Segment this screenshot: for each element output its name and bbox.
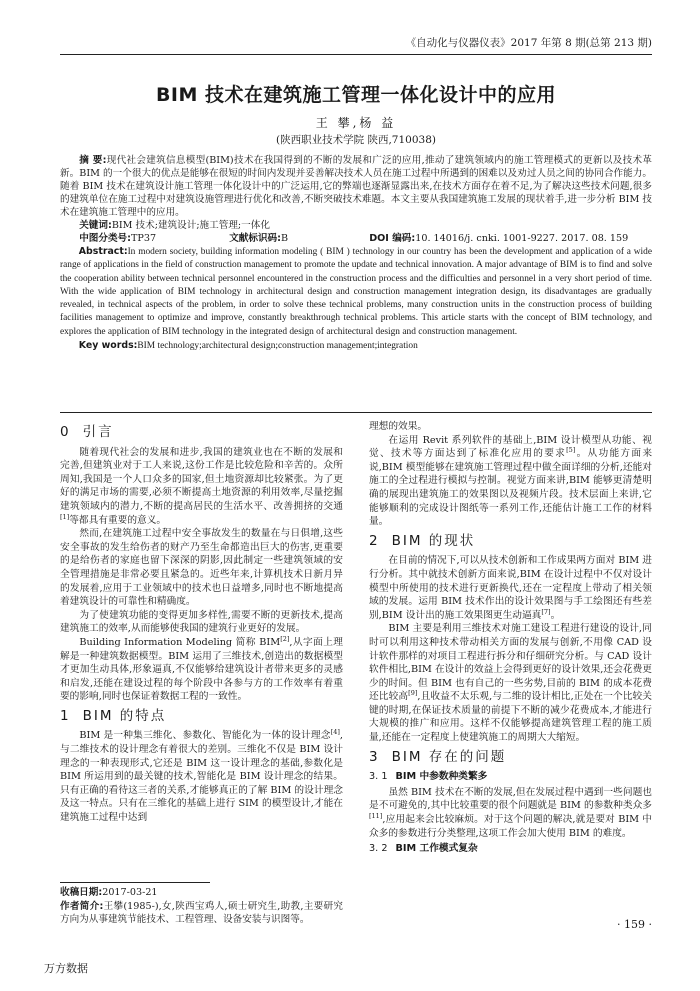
- paragraph-text: ,应用起来会比较麻烦。对于这个问题的解决,就是要对 BIM 中众多的参数进行分类整理,这项工作会加大使用 BIM 的难度。: [369, 814, 652, 839]
- citation-ref: [1]: [60, 512, 70, 521]
- author-affiliation: (陕西职业技术学院 陕西,710038): [276, 134, 436, 146]
- abstract-block: [60, 154, 652, 353]
- subsection-title: BIM 中参数种类繁多: [395, 771, 488, 783]
- keywords-text: BIM 技术;建筑设计;施工管理;一体化: [111, 220, 270, 231]
- doi-value: 10. 14016/j. cnki. 1001-9227. 2017. 08. 159: [415, 233, 629, 244]
- english-keywords: [60, 339, 652, 353]
- received-label: 收稿日期:: [60, 887, 103, 898]
- citation-ref: [4]: [330, 728, 340, 737]
- subsection-title: BIM 工作模式复杂: [395, 843, 478, 855]
- paragraph-text: ,从字面上理解是一种建筑数据模型。BIM 运用了三维技术,创造出的数据模型才更加生动具体,形象逼真,不仅能够给建筑设计者带来更多的灵感和启发,还能在建设过程的每个阶段中各参与方的工作效率有着重要的影响,同时也保证着数据工程的一致性。: [60, 636, 343, 703]
- abstract-text: 现代社会建筑信息模型(BIM)技术在我国得到的不断的发展和广泛的应用,推动了建筑领域内的施工管理模式的更新以及技术革新。BIM 的一个很大的优点是能够在很短的时间内发现并妥善解决技术人员在施工过程中所遇到的困难以及劝过人员之间的协同合作能力。随着 BIM 技术在建筑设计施工管理一体化设计中的广泛运用,它的弊端也逐渐显露出来,在技术方面存在着不足,为了解决这些技术问题,很多的建筑单位在施工过程中对建筑设施管理进行优化和改善,不断突破技术难题。本文主要从我国建筑施工发展的现状着手,进一步分析 BIM 技术在建筑施工管理中的应用。: [60, 155, 652, 218]
- english-abstract: [60, 245, 652, 339]
- doc-code-value: B: [281, 233, 289, 244]
- right-column: [369, 420, 652, 858]
- author-bio: [60, 900, 343, 927]
- section-heading-2: [369, 532, 652, 549]
- paragraph-text: 随着现代社会的发展和进步,我国的建筑业也在不断的发展和完善,但建筑业对于工人来说,这份工作是比较危险和辛苦的。众所周知,我国是一个人口众多的国家,但土地资源却比较紧张。为了更好的满足市场的需要,必须不断提高土地资源的利用效率,尽量挖掘建筑领域内的潜力,不断的提高居民的生活水平、改善拥挤的交通: [60, 446, 343, 512]
- paragraph-text: 。从功能方面来说,BIM 模型能够在建筑施工管理过程中做全面详细的分析,还能对施工的全过程进行模拟与控制。视觉方面来讲,BIM 能够更清楚明确的展现出建筑施工的效果图以及视频片段。技术层面上来讲,它能够顺利的完成设计图纸等一系列工作,还能估计施工工作的材料量。: [369, 448, 653, 528]
- page-number: · 159 ·: [617, 918, 652, 931]
- paragraph: 为了使建筑功能的变得更加多样性,需要不断的更新技术,提高建筑施工的效率,从而能够使我国的建筑行业更好的发展。: [60, 609, 343, 635]
- doi-label: DOI 编码:: [369, 233, 416, 244]
- clc-entry: [79, 232, 229, 245]
- author-bio-text: 王攀(1985-),女,陕西宝鸡人,硕士研究生,助教,主要研究方向为从事建筑节能技术、工程管理、设备安装与识图等。: [60, 900, 343, 925]
- subsection-heading-3-2: [369, 842, 652, 856]
- citation-ref: [9]: [408, 689, 418, 698]
- paper-authors: 王 攀,杨 益: [315, 116, 397, 130]
- citation-ref: [7]: [541, 607, 551, 616]
- subsection-number: 3. 2: [369, 843, 388, 855]
- doc-code-label: 文献标识码:: [229, 233, 281, 244]
- citation-ref: [11]: [369, 811, 383, 820]
- paragraph-text: 在目前的情况下,可以从技术创新和工作成果两方面对 BIM 进行分析。其中就技术创新方面来说,BIM 在设计过程中不仅对设计模型中所使用的技术进行更新换代,还在一定程度上带动了相关领域的发展。运用 BIM 技术作出的设计效果图与手工绘图还有些差别,BIM 设计出的施工效果图更生动逼真: [369, 555, 652, 621]
- paragraph-text: ,且收益不太乐观,与二维的设计相比,正处在一个比较关键的时期,在保证技术质量的前提下不断的减少花费成本,才能进行大规模的推广和应用。这样不仅能够提高建筑管理工程的施工质量,还能在一定程度上使建筑施工的周期大大缩短。: [369, 691, 652, 744]
- running-head: 《自动化与仪器仪表》2017 年第 8 期(总第 213 期): [60, 36, 652, 55]
- paragraph: [369, 786, 652, 840]
- citation-ref: [5]: [566, 445, 576, 454]
- abstract-label: 摘 要:: [79, 155, 107, 166]
- subsection-heading-3-1: [369, 770, 652, 784]
- header-divider: [60, 412, 652, 413]
- paragraph-text: 在运用 Revit 系列软件的基础上,BIM 设计模型从功能、视觉、技术等方面达到了标准化应用的要求: [369, 434, 652, 460]
- paragraph: [60, 446, 343, 528]
- subsection-number: 3. 1: [369, 771, 388, 783]
- section-heading-3: [369, 748, 652, 765]
- section-title: 引言: [82, 424, 114, 440]
- clc-value: TP37: [131, 233, 157, 244]
- clc-label: 中图分类号:: [79, 233, 131, 244]
- author-bio-label: 作者简介:: [60, 900, 104, 912]
- paragraph-text: BIM 主要是利用三维技术对施工建设工程进行建设的设计,同时可以利用这种技术带动相关方面的发展与创新,不用像 CAD 设计软件那样的对项目工程进行拆分和仔细研究分析。与 CAD 设计软件相比,BIM 在设计的效益上会得到更好的设计效果,还会花费更少的时间。但 BIM 也有自己的一些劣势,目前的 BIM 的成本花费还比较高: [369, 623, 652, 703]
- classification-line: [79, 232, 652, 245]
- paragraph: 理想的效果。: [369, 421, 428, 432]
- section-heading-1: [60, 707, 343, 724]
- chinese-keywords: [60, 219, 652, 232]
- paragraph-text: Building Information Modeling 简称 BIM: [79, 636, 281, 648]
- left-column: [60, 420, 343, 825]
- citation-ref: [2]: [280, 634, 290, 643]
- footnote-divider: [60, 882, 210, 883]
- chinese-abstract: [60, 154, 652, 219]
- paragraph: 然而,在建筑施工过程中安全事故发生的数量在与日俱增,这些安全事故的发生给伤者的财产乃至生命都造出巨大的伤害,更重要的是给伤者的家庭也留下深深的阴影,因此制定一些建筑领域的安全管理措施是非常必要且紧急的。近些年来,计算机技术日新月异的发展着,应用于工业领域中的技术也日益增多,同时也不断地提高着建筑设计的可靠性和精确度。: [60, 528, 343, 608]
- section-number: 2: [369, 532, 380, 549]
- paragraph-text: ,与二维技术的设计理念有着很大的差别。三维化不仅是 BIM 设计理念的一种表现形式,它还是 BIM 这一设计理念的基础,参数化是 BIM 所运用到的最关键的技术,智能化是 BIM 设计理念的结果。只有正确的看待这三者的关系,才能够真正的了解 BIM 的设计理念及这一特点。只有在三维化的基础上进行 SIM 的模型设计,才能在建筑施工过程中达到: [60, 730, 343, 824]
- paragraph-text: 等都具有重要的意义。: [69, 514, 167, 526]
- doi-entry: [369, 232, 628, 245]
- paper-title: BIM 技术在建筑施工管理一体化设计中的应用: [155, 84, 557, 106]
- watermark: 万方数据: [44, 962, 88, 975]
- section-heading-0: [60, 426, 343, 440]
- footnote: [60, 886, 343, 927]
- paragraph: [369, 554, 652, 622]
- section-title: BIM 的特点: [82, 707, 167, 724]
- section-number: 3: [369, 748, 380, 765]
- received-date: [60, 886, 343, 900]
- english-abstract-text: In modern society, building information modeling ( BIM ) technology in our country has been the development and application of a wide range of applications in the field of construction management to promote the update and technical innovation. A major advantage of BIM is to find and solve the cooperation ability between technical personnel encountered in the construction process and the difficulties and personnel in a very short period of time. With the wide application of BIM technology in architectural design and construction management integration design, its disadvantages are gradually revealed, in technical aspects of the problem, in order to solve these technical problems, many construction units in the construction process of building facilities management to optimize and improve, constantly breakthrough technical problems. This article starts with the concept of BIM technology, and explores the application of BIM technology in the integrated design of architectural design and construction management.: [60, 247, 652, 337]
- received-value: 2017-03-21: [102, 887, 158, 898]
- keywords-label: 关键词:: [79, 220, 112, 231]
- english-keywords-text: BIM technology;architectural design;construction management;integration: [137, 341, 418, 352]
- paragraph: [369, 434, 652, 529]
- english-abstract-label: Abstract:: [78, 246, 128, 257]
- paragraph-text: BIM 是一种集三维化、参数化、智能化为一体的设计理念: [79, 730, 331, 742]
- paragraph: [60, 636, 343, 704]
- paragraph: [369, 622, 652, 744]
- section-number: 1: [60, 707, 71, 724]
- english-keywords-label: Key words:: [78, 340, 138, 352]
- section-number: 0: [60, 424, 71, 440]
- paragraph-text: 虽然 BIM 技术在不断的发展,但在发展过程中遇到一些问题也是不可避免的,其中比较重要的很个问题就是 BIM 的参数种类众多: [369, 786, 652, 812]
- paragraph: [60, 729, 343, 824]
- doc-code-entry: [229, 232, 369, 245]
- paragraph-text: 。: [550, 609, 561, 621]
- section-title: BIM 存在的问题: [391, 748, 507, 765]
- section-title: BIM 的现状: [391, 532, 476, 549]
